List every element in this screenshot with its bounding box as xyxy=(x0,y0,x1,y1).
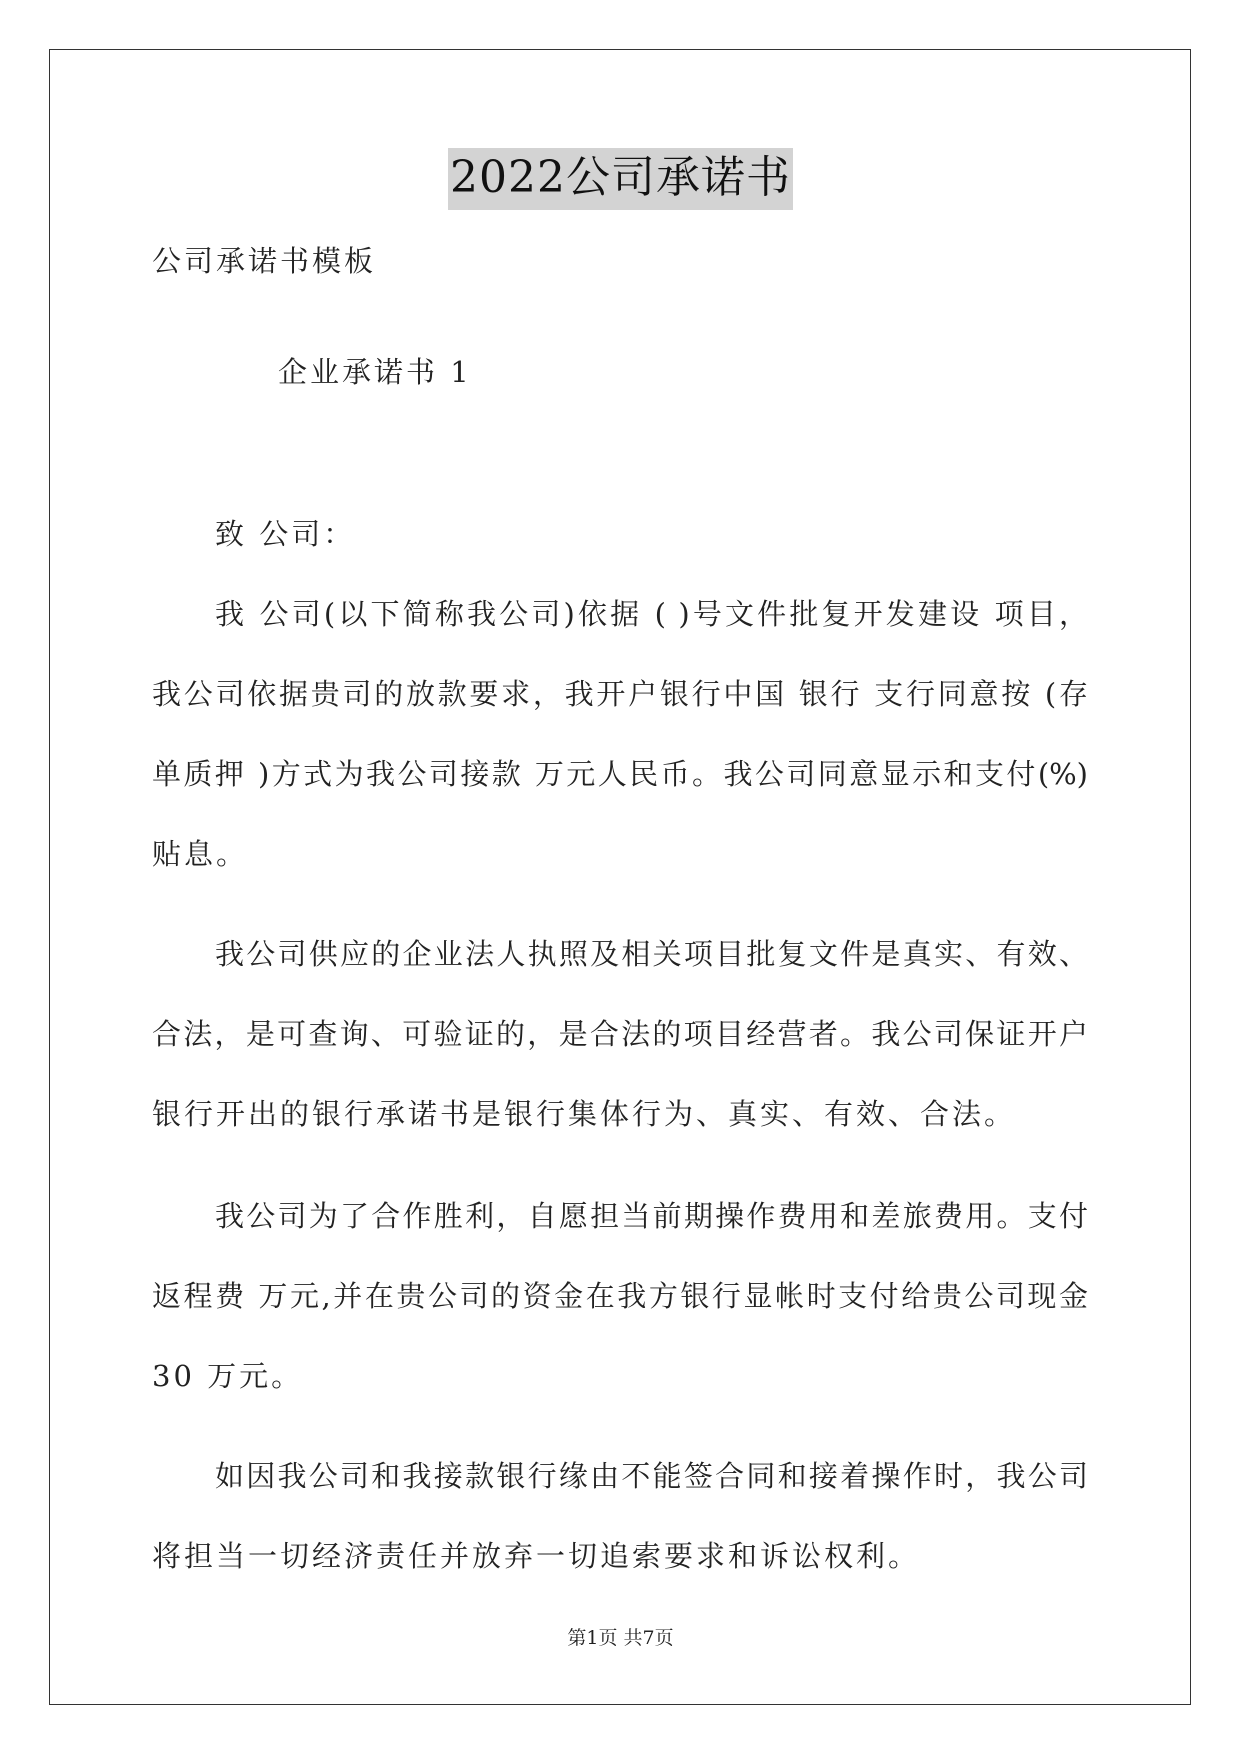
paragraph-line: 我 公司(以下简称我公司)依据 ( )号文件批复开发建设 项目， xyxy=(215,597,1088,631)
paragraph-line: 如因我公司和我接款银行缘由不能签合同和接着操作时，我公司 xyxy=(215,1459,1088,1493)
paragraph-line: 我公司为了合作胜利，自愿担当前期操作费用和差旅费用。支付 xyxy=(215,1199,1088,1233)
page-border xyxy=(49,49,1191,1705)
paragraph-line: 返程费 万元,并在贵公司的资金在我方银行显帐时支付给贵公司现金 xyxy=(152,1279,1088,1313)
paragraph-line: 我公司供应的企业法人执照及相关项目批复文件是真实、有效、 xyxy=(215,937,1088,971)
paragraph-line: 将担当一切经济责任并放弃一切追索要求和诉讼权利。 xyxy=(152,1539,921,1573)
paragraph-line: 合法，是可查询、可验证的，是合法的项目经营者。我公司保证开户 xyxy=(152,1017,1088,1051)
paragraph-line: 单质押 )方式为我公司接款 万元人民币。我公司同意显示和支付(%) xyxy=(152,757,1088,791)
paragraph-line: 银行开出的银行承诺书是银行集体行为、真实、有效、合法。 xyxy=(152,1097,1017,1131)
document-title: 2022公司承诺书 xyxy=(448,148,793,210)
page-number: 第1页 共7页 xyxy=(567,1627,674,1649)
section-heading: 企业承诺书 1 xyxy=(278,355,472,389)
document-subtitle: 公司承诺书模板 xyxy=(152,244,377,278)
paragraph-line: 贴息。 xyxy=(152,837,249,871)
paragraph-line: 我公司依据贵司的放款要求，我开户银行中国 银行 支行同意按 (存 xyxy=(152,677,1088,711)
paragraph-line: 30 万元。 xyxy=(152,1359,304,1393)
salutation: 致 公司： xyxy=(215,517,356,551)
title-container xyxy=(0,148,1241,210)
